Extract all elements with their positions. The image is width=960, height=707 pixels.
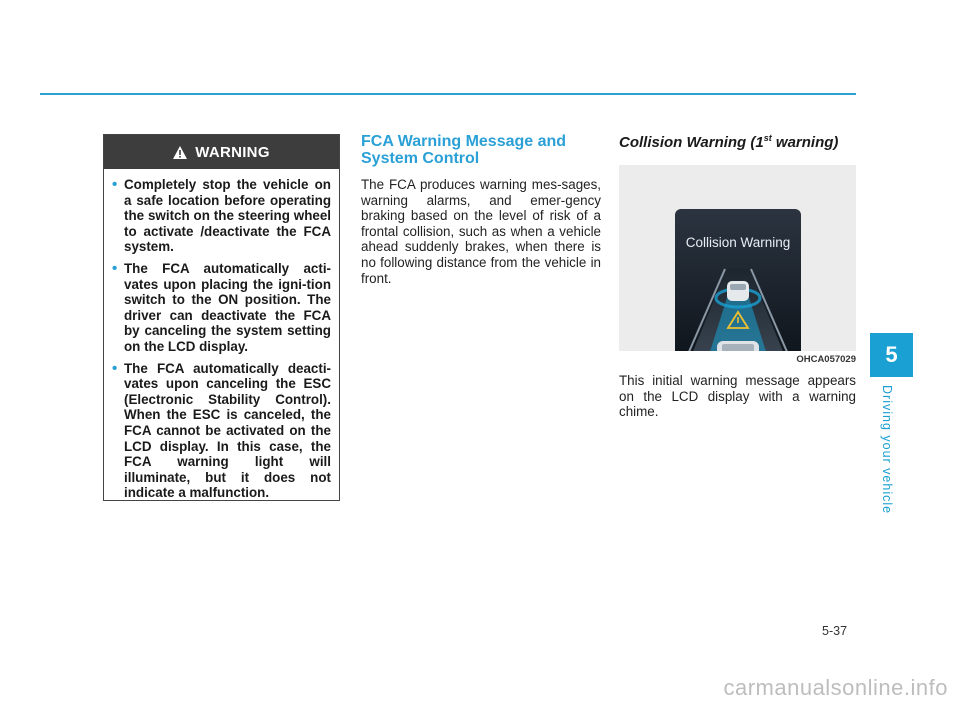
warning-item-text: The FCA automatically deacti-vates upon canceling the ESC (Electronic Stability Control). When the ESC is canceled, the FCA cannot be activated on the LCD display. In this case, the FCA warning light will illuminate, but it does not indicate a malfunction. <box>124 360 331 501</box>
subsection-title: Collision Warning (1st warning) <box>619 133 839 151</box>
warning-item <box>112 177 331 255</box>
chapter-tab: 5 <box>870 333 913 377</box>
top-rule <box>40 93 856 95</box>
middle-column <box>361 133 601 286</box>
warning-box <box>103 134 340 501</box>
warning-header <box>104 135 339 169</box>
bullet-icon: • <box>112 259 118 277</box>
chapter-label: Driving your vehicle <box>880 385 894 515</box>
warning-list <box>104 169 339 501</box>
figure-label: Collision Warning <box>685 235 791 250</box>
right-column <box>619 133 856 420</box>
bullet-icon: • <box>112 176 118 193</box>
warning-triangle-icon <box>173 146 187 159</box>
lcd-display-illustration <box>619 165 856 351</box>
bullet-icon: • <box>112 359 118 377</box>
warning-item-text: The FCA automatically acti-vates upon placing the igni-tion switch to the ON position. The driver can deactivate the FCA by canceling the system setting on the LCD display. <box>124 260 331 354</box>
warning-item <box>112 361 331 501</box>
warning-item-text: Completely stop the vehicle on a safe location before operating the switch on the steering wheel to activate /deactivate the FCA system. <box>124 177 331 255</box>
page-number: 5-37 <box>822 624 848 638</box>
figure-code: OHCA057029 <box>796 354 856 365</box>
section-body: The FCA produces warning mes-sages, warning alarms, and emer-gency braking based on the level of risk of a frontal collision, such as when a vehicle ahead suddenly brakes, when there is no following distance from the vehicle in front. <box>361 177 601 286</box>
warning-title: WARNING <box>195 143 270 161</box>
subsection-body: This initial warning message appears on the LCD display with a warning chime. <box>619 373 856 420</box>
section-title: FCA Warning Message and System Control <box>361 133 567 167</box>
collision-warning-figure <box>619 165 856 351</box>
warning-item <box>112 261 331 355</box>
watermark: carmanualsonline.info <box>723 675 948 700</box>
